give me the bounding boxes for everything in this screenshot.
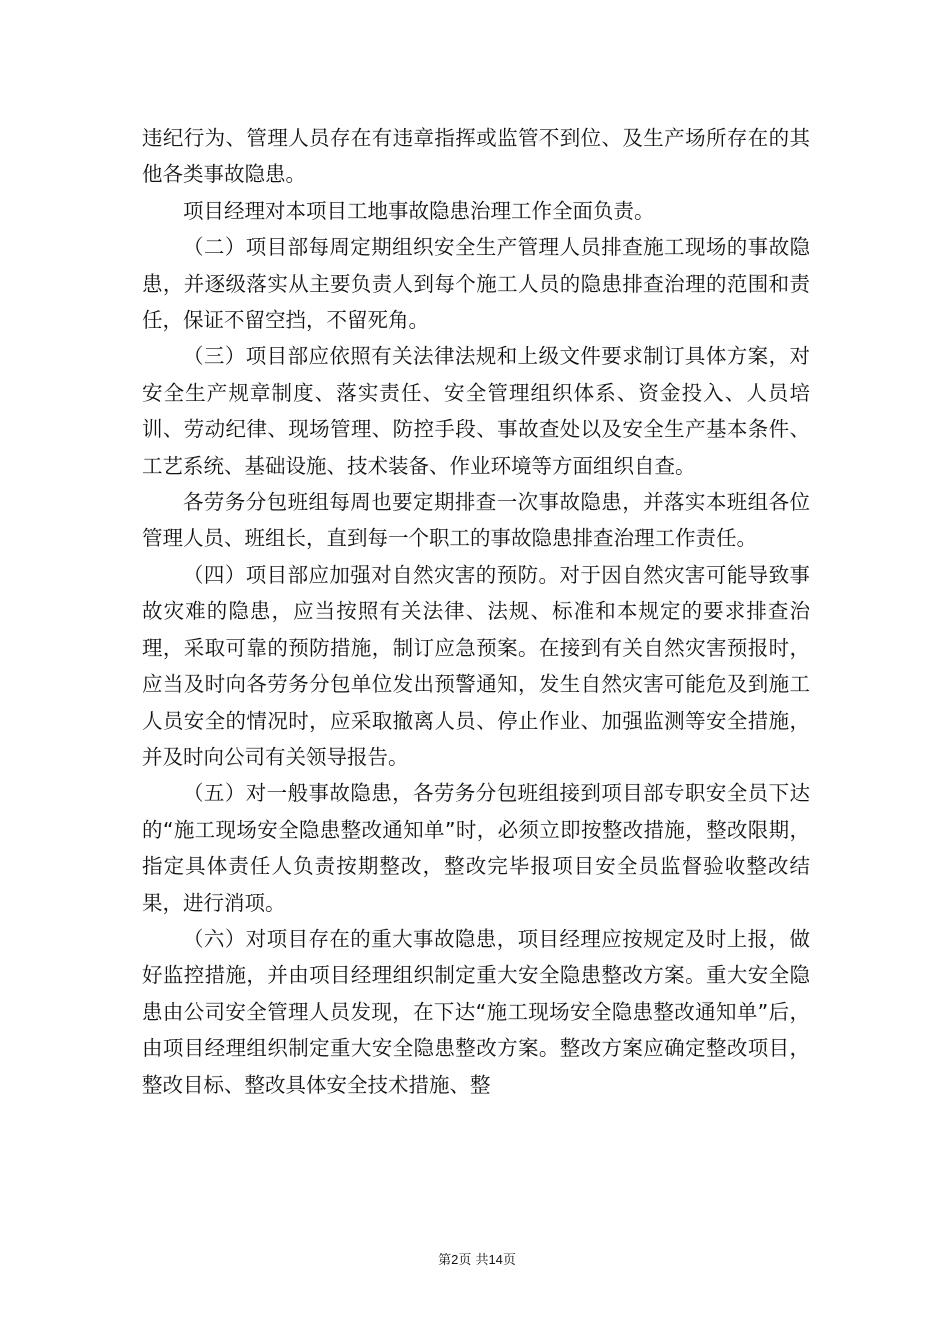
footer-prefix: 第 [438,1253,452,1268]
paragraph-item-3: （三）项目部应依照有关法律法规和上级文件要求制订具体方案，对安全生产规章制度、落实责任、安全管理组织体系、资金投入、人员培训、劳动纪律、现场管理、防控手段、事故查处以及安全生产基本条件、工艺系统、基础设施、技术装备、作业环境等方面组织自查。 [142,344,810,478]
paragraph-item-4: （四）项目部应加强对自然灾害的预防。对于因自然灾害可能导致事故灾难的隐患，应当按照有关法律、法规、标准和本规定的要求排查治理，采取可靠的预防措施，制订应急预案。在接到有关自然灾害预报时，应当及时向各劳务分包单位发出预警通知，发生自然灾害可能危及到施工人员安全的情况时，应采取撤离人员、停止作业、加强监测等安全措施，并及时向公司有关领导报告。 [142,562,810,769]
paragraph-item-6: （六）对项目存在的重大事故隐患，项目经理应按规定及时上报，做好监控措施，并由项目经理组织制定重大安全隐患整改方案。重大安全隐患由公司安全管理人员发现，在下达“施工现场安全隐患整改通知单”后，由项目经理组织制定重大安全隐患整改方案。整改方案应确定整改项目，整改目标、整改具体安全技术措施、整 [142,926,810,1097]
paragraph-manager-responsibility: 项目经理对本项目工地事故隐患治理工作全面负责。 [183,198,655,223]
footer-suffix: 页 [502,1253,516,1268]
paragraph-item-2: （二）项目部每周定期组织安全生产管理人员排查施工现场的事故隐患，并逐级落实从主要负责人到每个施工人员的隐患排查治理的范围和责任，保证不留空挡，不留死角。 [142,235,810,333]
document-body [142,120,810,1103]
paragraph-item-5: （五）对一般事故隐患，各劳务分包班组接到项目部专职安全员下达的“施工现场安全隐患整改通知单”时，必须立即按整改措施，整改限期，指定具体责任人负责按期整改，整改完毕报项目安全员监督验收整改结果，进行消项。 [142,781,810,915]
paragraph-subcontractor: 各劳务分包班组每周也要定期排查一次事故隐患，并落实本班组各位管理人员、班组长，直到每一个职工的事故隐患排查治理工作责任。 [142,490,810,551]
page-number-footer [0,1249,950,1268]
footer-current-page: 2 [451,1252,459,1267]
footer-middle: 页 共 [458,1253,489,1268]
paragraph-continuation: 违纪行为、管理人员存在有违章指挥或监管不到位、及生产场所存在的其他各类事故隐患。 [142,126,810,187]
footer-total-pages: 14 [488,1252,503,1267]
